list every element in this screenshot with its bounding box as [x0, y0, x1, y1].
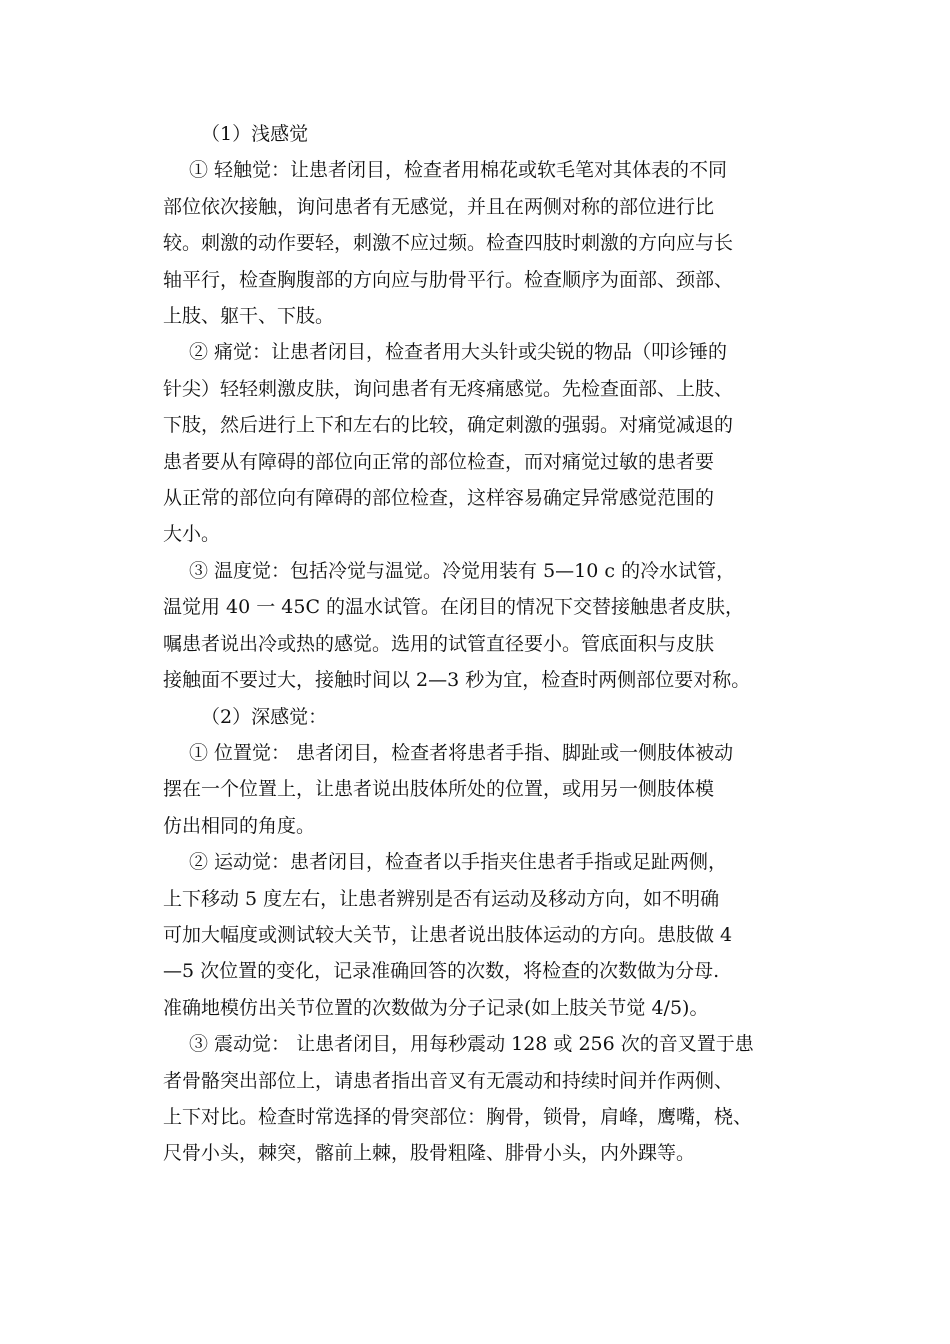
paragraph-line: 上肢、躯干、下肢。 [163, 305, 335, 328]
paragraph-line: 部位依次接触，询问患者有无感觉，并且在两侧对称的部位进行比 [163, 195, 715, 218]
paragraph-line: ① 位置觉： 患者闭目，检查者将患者手指、脚趾或一侧肢体被动 [189, 741, 734, 764]
paragraph-line: 嘱患者说出冷或热的感觉。选用的试管直径要小。管底面积与皮肤 [163, 632, 715, 655]
paragraph-line: 温觉用 40 一 45C 的温水试管。在闭目的情况下交替接触患者皮肤， [163, 596, 745, 619]
paragraph-line: 摆在一个位置上，让患者说出肢体所处的位置，或用另一侧肢体模 [163, 778, 715, 801]
paragraph-line: 准确地模仿出关节位置的次数做为分子记录(如上肢关节觉 4/5)。 [163, 996, 709, 1019]
paragraph-line: 轴平行，检查胸腹部的方向应与肋骨平行。检查顺序为面部、颈部、 [163, 268, 734, 291]
paragraph-line: 患者要从有障碍的部位向正常的部位检查，而对痛觉过敏的患者要 [163, 450, 715, 473]
paragraph-line: ② 运动觉：患者闭目，检查者以手指夹住患者手指或足趾两侧， [189, 851, 728, 874]
section-heading: （1）浅感觉 [201, 123, 309, 145]
paragraph-line: 上下移动 5 度左右，让患者辨别是否有运动及移动方向，如不明确 [163, 887, 720, 910]
paragraph-line: 针尖）轻轻刺激皮肤，询问患者有无疼痛感觉。先检查面部、上肢、 [163, 377, 734, 400]
paragraph-line: 者骨骼突出部位上，请患者指出音叉有无震动和持续时间并作两侧、 [163, 1069, 734, 1092]
paragraph-temperature [163, 553, 813, 699]
paragraph-line: 从正常的部位向有障碍的部位检查，这样容易确定异常感觉范围的 [163, 487, 715, 510]
paragraph-vibration-sense [163, 1026, 813, 1172]
paragraph-line: 仿出相同的角度。 [163, 814, 316, 837]
section-superficial-sensation [163, 116, 813, 699]
paragraph-line: 上下对比。检查时常选择的骨突部位：胸骨，锁骨，肩峰，鹰嘴，桡、 [163, 1105, 753, 1128]
paragraph-pain [163, 334, 813, 552]
paragraph-light-touch [163, 152, 813, 334]
paragraph-line: —5 次位置的变化，记录准确回答的次数，将检查的次数做为分母. [163, 960, 720, 983]
paragraph-position-sense [163, 735, 813, 844]
section-deep-sensation [163, 699, 813, 1172]
paragraph-motion-sense [163, 844, 813, 1026]
section-heading: （2）深感觉： [201, 705, 328, 728]
paragraph-line: ③ 温度觉：包括冷觉与温觉。冷觉用装有 5—10 c 的冷水试管， [189, 559, 736, 582]
paragraph-line: 较。刺激的动作要轻，刺激不应过频。检查四肢时刺激的方向应与长 [163, 232, 734, 255]
paragraph-line: 大小。 [163, 523, 221, 546]
paragraph-line: ① 轻触觉：让患者闭目，检查者用棉花或软毛笔对其体表的不同 [189, 159, 728, 182]
paragraph-line: 可加大幅度或测试较大关节，让患者说出肢体运动的方向。患肢做 4 [163, 923, 733, 946]
document-body [163, 116, 813, 1172]
paragraph-line: 下肢，然后进行上下和左右的比较，确定刺激的强弱。对痛觉减退的 [163, 414, 734, 437]
paragraph-line: 尺骨小头，棘突，髂前上棘，股骨粗隆、腓骨小头，内外踝等。 [163, 1142, 696, 1165]
paragraph-line: ③ 震动觉： 让患者闭目，用每秒震动 128 或 256 次的音叉置于患 [189, 1033, 754, 1056]
paragraph-line: ② 痛觉：让患者闭目，检查者用大头针或尖锐的物品（叩诊锤的 [189, 341, 728, 364]
paragraph-line: 接触面不要过大，接触时间以 2—3 秒为宜，检查时两侧部位要对称。 [163, 669, 751, 692]
